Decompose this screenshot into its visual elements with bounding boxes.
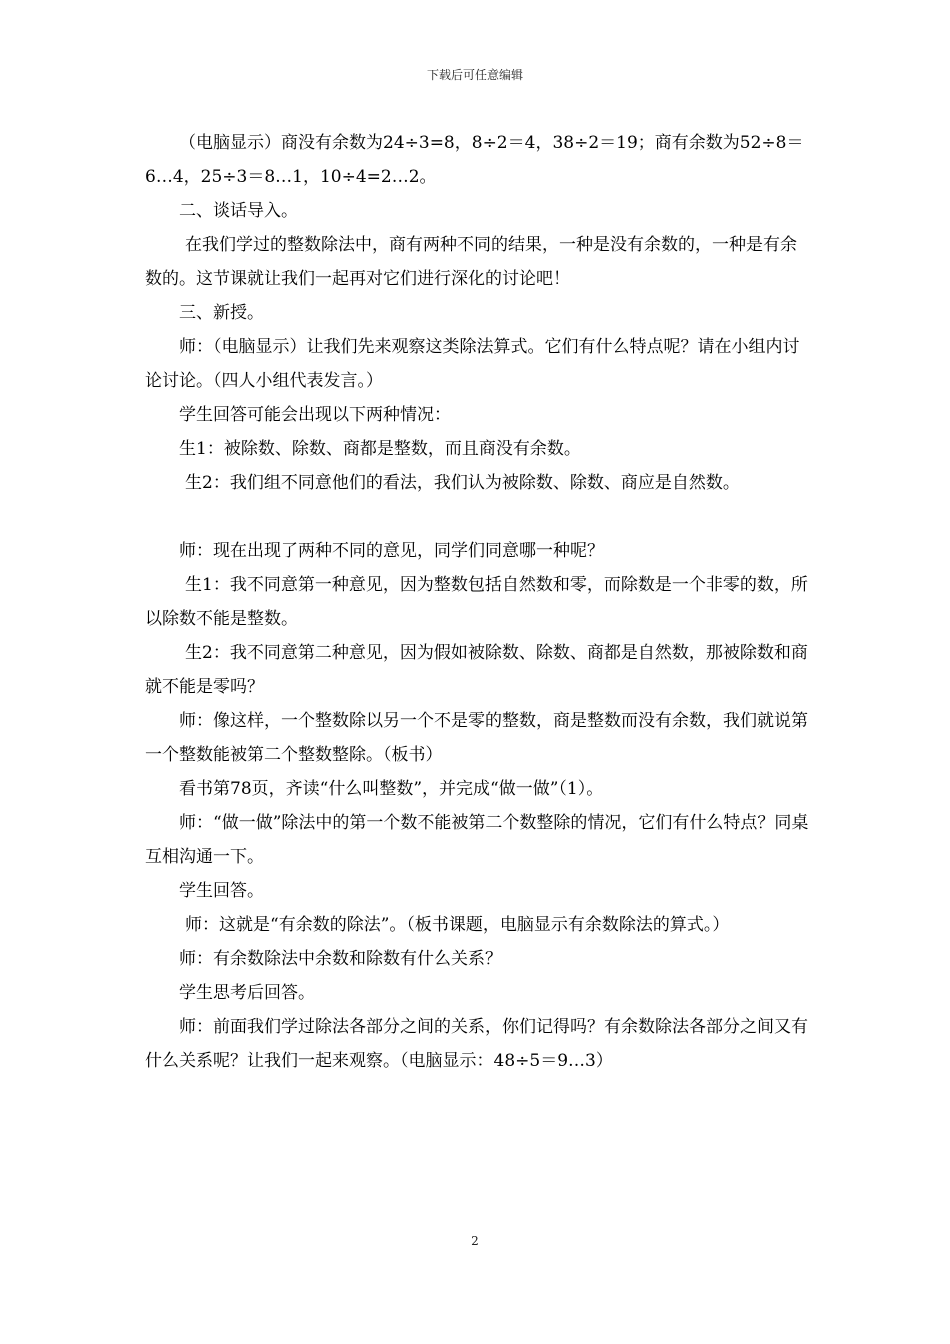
paragraph: 师：前面我们学过除法各部分之间的关系，你们记得吗？有余数除法各部分之间又有什么关系呢？让我们一起来观察。（电脑显示：48÷5＝9…3） (145, 1017, 808, 1071)
paragraph: 生1：我不同意第一种意见，因为整数包括自然数和零，而除数是一个非零的数，所以除数不能是整数。 (145, 575, 808, 629)
page-number: 2 (471, 1234, 479, 1248)
page-header: 下载后可任意编辑 (426, 68, 523, 82)
paragraph: 生2：我不同意第二种意见，因为假如被除数、除数、商都是自然数，那被除数和商就不能是零吗？ (145, 643, 808, 697)
paragraph: 师：这就是“有余数的除法”。（板书课题，电脑显示有余数除法的算式。） (185, 915, 730, 935)
paragraph: 师：有余数除法中余数和除数有什么关系？ (179, 949, 502, 969)
section-heading: 二、谈话导入。 (179, 201, 298, 221)
paragraph: 师：“做一做”除法中的第一个数不能被第二个数整除的情况，它们有什么特点？同桌互相沟通一下。 (145, 813, 809, 867)
paragraph: 学生回答。 (179, 881, 264, 901)
section-heading: 三、新授。 (179, 303, 264, 323)
paragraph: 师：像这样，一个整数除以另一个不是零的整数，商是整数而没有余数，我们就说第一个整数能被第二个整数整除。（板书） (145, 711, 808, 765)
paragraph: 师：现在出现了两种不同的意见，同学们同意哪一种呢？ (179, 541, 604, 561)
paragraph: 生2：我们组不同意他们的看法，我们认为被除数、除数、商应是自然数。 (185, 473, 740, 493)
paragraph: 生1：被除数、除数、商都是整数，而且商没有余数。 (179, 439, 581, 459)
paragraph: 学生思考后回答。 (179, 983, 315, 1003)
paragraph: 师：（电脑显示）让我们先来观察这类除法算式。它们有什么特点呢？请在小组内讨论讨论。（四人小组代表发言。） (145, 337, 800, 391)
paragraph: （电脑显示）商没有余数为24÷3=8，8÷2＝4，38÷2＝19；商有余数为52÷8＝6…4，25÷3＝8…1，10÷4=2…2。 (145, 133, 804, 187)
paragraph: 看书第78页，齐读“什么叫整数”，并完成“做一做”（1）。 (179, 779, 604, 799)
paragraph: 学生回答可能会出现以下两种情况： (179, 405, 451, 425)
paragraph: 在我们学过的整数除法中，商有两种不同的结果，一种是没有余数的，一种是有余数的。这节课就让我们一起再对它们进行深化的讨论吧！ (145, 235, 797, 289)
document-body (145, 126, 813, 1078)
